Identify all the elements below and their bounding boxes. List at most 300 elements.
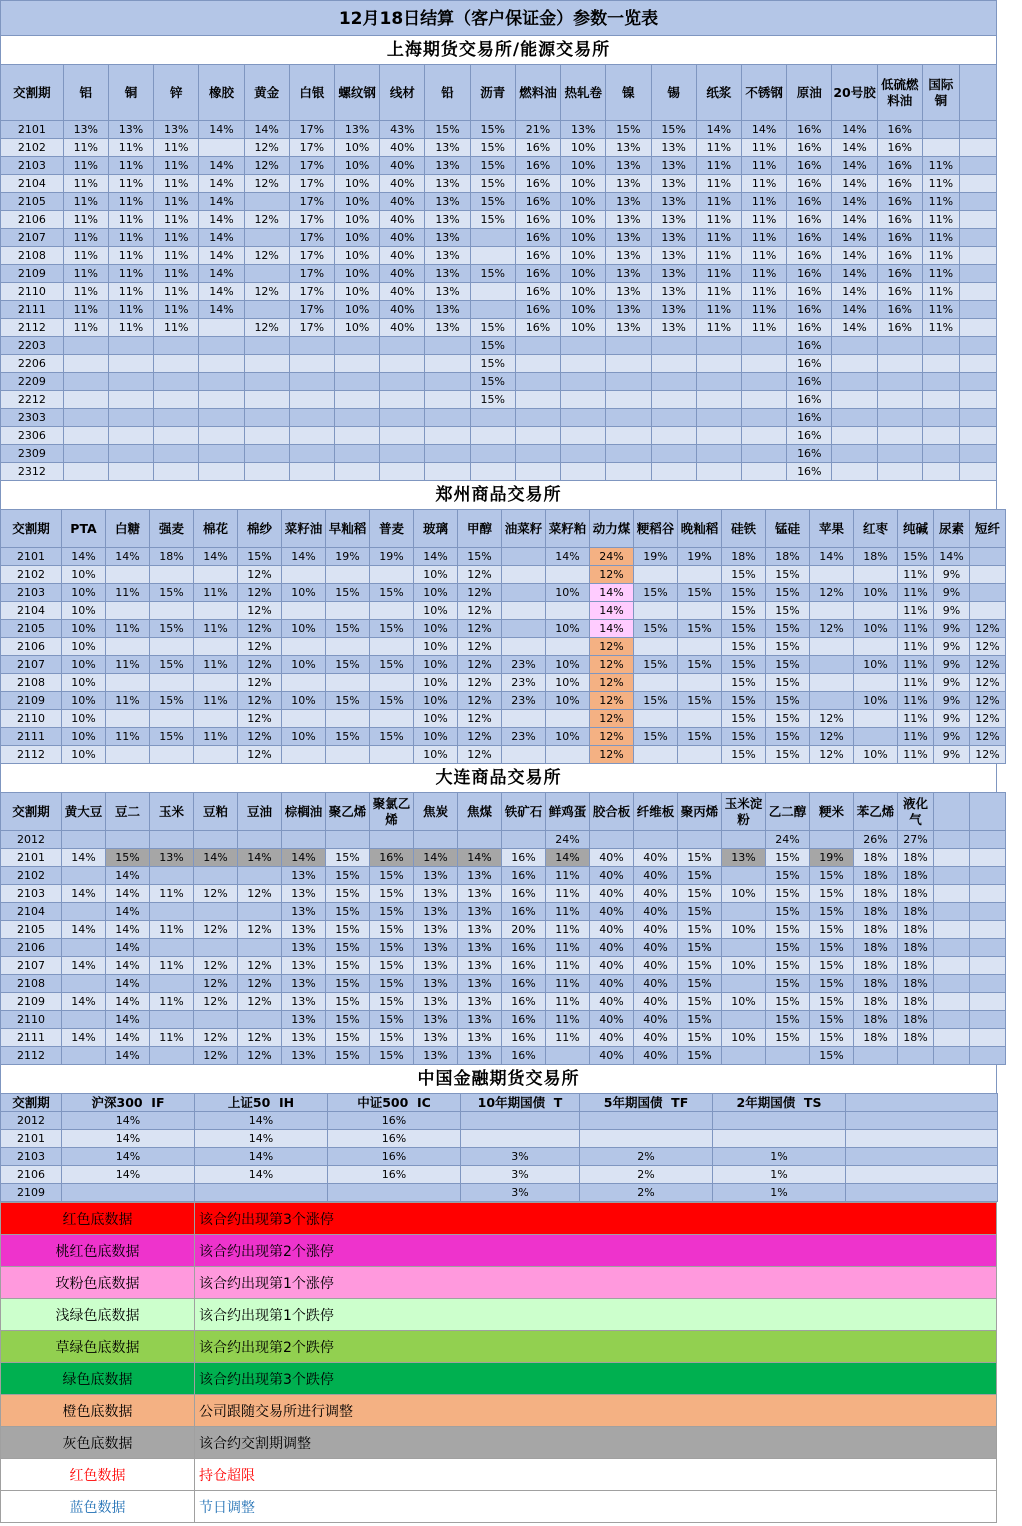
margin-cell: [854, 602, 898, 620]
margin-cell: 12%: [238, 1047, 282, 1065]
margin-cell: [63, 337, 108, 355]
table-row: [1, 247, 997, 265]
margin-cell: 10%: [414, 566, 458, 584]
margin-cell: 9%: [934, 710, 970, 728]
margin-cell: [470, 283, 515, 301]
margin-cell: 11%: [150, 957, 194, 975]
margin-cell: [959, 355, 996, 373]
margin-cell: 10%: [62, 638, 106, 656]
margin-cell: 10%: [335, 157, 380, 175]
margin-cell: 15%: [722, 692, 766, 710]
column-header: 乙二醇: [766, 793, 810, 831]
contract-month-cell: 2102: [1, 566, 62, 584]
legend-color-label: 红色底数据: [1, 1203, 195, 1235]
legend-description: 该合约出现第1个跌停: [195, 1299, 997, 1331]
margin-cell: [546, 746, 590, 764]
margin-cell: 13%: [282, 939, 326, 957]
margin-cell: 11%: [696, 283, 741, 301]
margin-cell: [289, 409, 334, 427]
margin-cell: [425, 391, 470, 409]
margin-cell: [606, 373, 651, 391]
table-row: [1, 548, 1006, 566]
legend-description: 该合约出现第2个涨停: [195, 1235, 997, 1267]
margin-cell: [289, 337, 334, 355]
margin-cell: 19%: [810, 849, 854, 867]
margin-cell: [326, 602, 370, 620]
legend-color-label: 蓝色数据: [1, 1491, 195, 1523]
margin-cell: [970, 1047, 1006, 1065]
margin-cell: 14%: [590, 584, 634, 602]
margin-cell: 14%: [546, 849, 590, 867]
margin-cell: 16%: [328, 1130, 461, 1148]
margin-cell: [515, 355, 560, 373]
margin-cell: 12%: [458, 728, 502, 746]
margin-cell: 14%: [546, 548, 590, 566]
margin-cell: 15%: [470, 337, 515, 355]
margin-cell: 15%: [678, 656, 722, 674]
margin-cell: 15%: [370, 885, 414, 903]
margin-cell: 14%: [832, 157, 877, 175]
margin-cell: [606, 409, 651, 427]
margin-cell: 16%: [877, 139, 922, 157]
margin-cell: 12%: [244, 211, 289, 229]
margin-cell: [634, 710, 678, 728]
margin-cell: 13%: [651, 157, 696, 175]
margin-cell: 15%: [370, 957, 414, 975]
table-row: [1, 301, 997, 319]
margin-cell: [970, 831, 1006, 849]
margin-cell: [244, 301, 289, 319]
margin-cell: [370, 674, 414, 692]
margin-cell: 14%: [810, 548, 854, 566]
margin-cell: [922, 463, 959, 481]
margin-cell: [62, 1184, 195, 1202]
margin-cell: 15%: [766, 1029, 810, 1047]
margin-cell: 13%: [458, 867, 502, 885]
margin-cell: 14%: [832, 319, 877, 337]
margin-cell: 40%: [590, 1029, 634, 1047]
margin-cell: 40%: [380, 247, 425, 265]
margin-cell: 17%: [289, 319, 334, 337]
margin-cell: 10%: [335, 247, 380, 265]
margin-cell: 13%: [63, 121, 108, 139]
margin-cell: 11%: [106, 620, 150, 638]
margin-cell: [561, 373, 606, 391]
margin-cell: [425, 427, 470, 445]
margin-cell: [934, 1029, 970, 1047]
table-row: [1, 566, 1006, 584]
contract-month-cell: 2103: [1, 1148, 62, 1166]
margin-cell: 13%: [414, 975, 458, 993]
margin-cell: 14%: [832, 211, 877, 229]
margin-cell: [970, 903, 1006, 921]
column-header: 聚乙烯: [326, 793, 370, 831]
margin-cell: [470, 229, 515, 247]
margin-cell: [959, 139, 996, 157]
margin-cell: [741, 373, 786, 391]
margin-cell: 10%: [854, 746, 898, 764]
page-title: 12月18日结算（客户保证金）参数一览表: [0, 0, 997, 36]
margin-cell: [199, 319, 244, 337]
margin-cell: [326, 638, 370, 656]
margin-cell: 11%: [898, 656, 934, 674]
margin-cell: 40%: [634, 1047, 678, 1065]
margin-cell: [150, 1047, 194, 1065]
margin-cell: [63, 463, 108, 481]
margin-cell: 13%: [425, 301, 470, 319]
contract-month-cell: 2107: [1, 229, 64, 247]
legend-table: [0, 1202, 997, 1523]
margin-cell: 15%: [326, 656, 370, 674]
margin-cell: [199, 391, 244, 409]
margin-cell: 11%: [154, 175, 199, 193]
margin-cell: 15%: [326, 728, 370, 746]
margin-cell: 13%: [414, 921, 458, 939]
legend-description: 该合约出现第2个跌停: [195, 1331, 997, 1363]
margin-cell: 12%: [238, 728, 282, 746]
margin-cell: 17%: [289, 121, 334, 139]
margin-cell: 11%: [63, 211, 108, 229]
margin-cell: 10%: [722, 921, 766, 939]
margin-cell: 15%: [678, 692, 722, 710]
contract-month-cell: 2108: [1, 674, 62, 692]
margin-cell: 13%: [282, 921, 326, 939]
margin-cell: [502, 602, 546, 620]
margin-cell: 12%: [970, 638, 1006, 656]
margin-cell: 13%: [606, 175, 651, 193]
margin-cell: 11%: [63, 139, 108, 157]
margin-cell: 11%: [108, 283, 153, 301]
margin-cell: 16%: [515, 211, 560, 229]
margin-cell: [934, 957, 970, 975]
margin-cell: 16%: [328, 1166, 461, 1184]
margin-cell: 13%: [414, 957, 458, 975]
margin-cell: 16%: [787, 211, 832, 229]
contract-month-cell: 2203: [1, 337, 64, 355]
margin-cell: 15%: [810, 903, 854, 921]
margin-cell: [590, 831, 634, 849]
margin-cell: 15%: [326, 620, 370, 638]
margin-cell: 15%: [678, 1047, 722, 1065]
margin-cell: 12%: [458, 692, 502, 710]
margin-cell: 15%: [634, 584, 678, 602]
margin-cell: 16%: [877, 247, 922, 265]
margin-cell: 12%: [238, 975, 282, 993]
margin-cell: 17%: [289, 247, 334, 265]
margin-cell: 10%: [546, 692, 590, 710]
margin-cell: 18%: [854, 921, 898, 939]
margin-cell: 10%: [561, 247, 606, 265]
margin-cell: 10%: [722, 1029, 766, 1047]
margin-cell: [244, 463, 289, 481]
margin-cell: 13%: [458, 885, 502, 903]
margin-cell: 17%: [289, 229, 334, 247]
margin-cell: [282, 566, 326, 584]
margin-cell: 16%: [502, 975, 546, 993]
margin-cell: [370, 566, 414, 584]
margin-cell: [106, 831, 150, 849]
margin-cell: [741, 337, 786, 355]
margin-cell: 10%: [722, 993, 766, 1011]
margin-cell: [713, 1130, 846, 1148]
contract-month-cell: 2206: [1, 355, 64, 373]
column-header: [934, 793, 970, 831]
margin-cell: 40%: [634, 1011, 678, 1029]
column-header: 2年期国债 TS: [713, 1094, 846, 1112]
margin-cell: 11%: [150, 921, 194, 939]
margin-cell: 12%: [590, 728, 634, 746]
margin-cell: 15%: [326, 921, 370, 939]
margin-cell: [854, 638, 898, 656]
table-row: [1, 157, 997, 175]
column-header: 沪深300 IF: [62, 1094, 195, 1112]
margin-cell: 13%: [150, 849, 194, 867]
margin-cell: 11%: [154, 301, 199, 319]
margin-cell: 11%: [696, 229, 741, 247]
margin-cell: 13%: [458, 993, 502, 1011]
table-row: [1, 1148, 998, 1166]
margin-cell: 21%: [515, 121, 560, 139]
table-row: [1, 602, 1006, 620]
margin-cell: 10%: [414, 728, 458, 746]
margin-cell: 14%: [199, 301, 244, 319]
margin-cell: [108, 445, 153, 463]
margin-cell: 3%: [461, 1148, 580, 1166]
margin-cell: 11%: [922, 301, 959, 319]
margin-cell: [934, 939, 970, 957]
margin-cell: 11%: [108, 175, 153, 193]
column-header: 豆二: [106, 793, 150, 831]
margin-cell: [154, 391, 199, 409]
column-header: 螺纹钢: [335, 65, 380, 121]
margin-cell: 17%: [289, 175, 334, 193]
margin-cell: [959, 283, 996, 301]
margin-cell: 10%: [414, 710, 458, 728]
margin-cell: 10%: [62, 692, 106, 710]
margin-cell: [335, 337, 380, 355]
margin-cell: [515, 337, 560, 355]
margin-cell: 15%: [766, 728, 810, 746]
margin-cell: 11%: [154, 283, 199, 301]
margin-cell: 12%: [590, 656, 634, 674]
legend-color-label: 红色数据: [1, 1459, 195, 1491]
margin-cell: 13%: [606, 283, 651, 301]
legend-row: [1, 1267, 997, 1299]
column-header: 20号胶: [832, 65, 877, 121]
margin-cell: 18%: [854, 975, 898, 993]
column-header: 硅铁: [722, 510, 766, 548]
margin-cell: 9%: [934, 584, 970, 602]
margin-cell: [678, 566, 722, 584]
margin-cell: [741, 409, 786, 427]
table-row: [1, 427, 997, 445]
margin-cell: 9%: [934, 692, 970, 710]
margin-cell: 11%: [922, 319, 959, 337]
margin-cell: [854, 710, 898, 728]
margin-cell: [108, 355, 153, 373]
contract-month-cell: 2106: [1, 1166, 62, 1184]
column-header: 玉米淀粉: [722, 793, 766, 831]
table-row: [1, 921, 1006, 939]
margin-cell: [199, 139, 244, 157]
margin-cell: 40%: [634, 939, 678, 957]
column-header: 油菜籽: [502, 510, 546, 548]
column-header: 原油: [787, 65, 832, 121]
margin-cell: [810, 638, 854, 656]
margin-cell: 14%: [832, 121, 877, 139]
column-header: 菜籽粕: [546, 510, 590, 548]
margin-cell: 16%: [787, 445, 832, 463]
margin-cell: [651, 373, 696, 391]
margin-cell: 14%: [106, 1047, 150, 1065]
margin-cell: 13%: [425, 139, 470, 157]
margin-cell: 16%: [515, 157, 560, 175]
margin-cell: 18%: [150, 548, 194, 566]
contract-month-cell: 2103: [1, 157, 64, 175]
margin-cell: [515, 445, 560, 463]
margin-cell: 13%: [606, 229, 651, 247]
margin-cell: 12%: [590, 674, 634, 692]
margin-cell: 15%: [470, 355, 515, 373]
margin-cell: 15%: [766, 566, 810, 584]
margin-cell: 40%: [590, 1011, 634, 1029]
margin-cell: 11%: [741, 175, 786, 193]
margin-cell: [606, 445, 651, 463]
margin-cell: 13%: [282, 885, 326, 903]
table-row: [1, 993, 1006, 1011]
margin-cell: [282, 638, 326, 656]
margin-cell: 12%: [238, 993, 282, 1011]
margin-cell: 11%: [546, 957, 590, 975]
margin-cell: 13%: [425, 193, 470, 211]
margin-cell: [741, 427, 786, 445]
margin-cell: 15%: [766, 939, 810, 957]
margin-cell: [326, 831, 370, 849]
column-header: 胶合板: [590, 793, 634, 831]
margin-cell: [922, 355, 959, 373]
margin-cell: [62, 975, 106, 993]
margin-cell: 10%: [62, 710, 106, 728]
margin-cell: 15%: [766, 602, 810, 620]
margin-cell: [934, 1047, 970, 1065]
margin-cell: [934, 849, 970, 867]
margin-cell: [810, 602, 854, 620]
margin-cell: [959, 193, 996, 211]
margin-cell: [244, 373, 289, 391]
contract-month-cell: 2105: [1, 921, 62, 939]
margin-cell: 10%: [335, 229, 380, 247]
margin-cell: 13%: [425, 265, 470, 283]
margin-cell: 13%: [458, 939, 502, 957]
margin-cell: 11%: [63, 301, 108, 319]
margin-cell: 12%: [970, 656, 1006, 674]
margin-cell: 12%: [194, 957, 238, 975]
margin-cell: 16%: [787, 301, 832, 319]
margin-cell: 40%: [380, 211, 425, 229]
margin-cell: 15%: [106, 849, 150, 867]
margin-cell: 14%: [414, 548, 458, 566]
margin-cell: 14%: [194, 548, 238, 566]
margin-cell: [678, 602, 722, 620]
margin-cell: 9%: [934, 656, 970, 674]
margin-cell: [425, 445, 470, 463]
margin-cell: [335, 463, 380, 481]
table-row: [1, 831, 1006, 849]
margin-cell: 14%: [106, 867, 150, 885]
margin-cell: 11%: [108, 211, 153, 229]
margin-cell: [877, 337, 922, 355]
margin-cell: [194, 831, 238, 849]
margin-cell: 15%: [150, 728, 194, 746]
margin-cell: 17%: [289, 139, 334, 157]
margin-cell: [150, 1011, 194, 1029]
margin-cell: [238, 1011, 282, 1029]
margin-cell: 13%: [335, 121, 380, 139]
margin-cell: 11%: [194, 656, 238, 674]
margin-cell: [922, 121, 959, 139]
margin-cell: 11%: [150, 1029, 194, 1047]
margin-cell: 11%: [696, 265, 741, 283]
margin-cell: 13%: [651, 175, 696, 193]
contract-month-cell: 2306: [1, 427, 64, 445]
margin-cell: 15%: [678, 728, 722, 746]
margin-cell: 11%: [741, 157, 786, 175]
margin-cell: 11%: [194, 584, 238, 602]
margin-cell: 10%: [722, 957, 766, 975]
margin-cell: 15%: [766, 620, 810, 638]
margin-cell: 16%: [502, 1011, 546, 1029]
column-header: 上证50 IH: [195, 1094, 328, 1112]
margin-cell: 11%: [546, 1029, 590, 1047]
margin-cell: 11%: [150, 885, 194, 903]
legend-description: 该合约出现第3个跌停: [195, 1363, 997, 1395]
margin-cell: [502, 710, 546, 728]
margin-cell: 40%: [380, 319, 425, 337]
margin-cell: 15%: [370, 993, 414, 1011]
margin-cell: 16%: [502, 867, 546, 885]
column-header: 低硫燃料油: [877, 65, 922, 121]
margin-cell: 11%: [546, 1011, 590, 1029]
margin-cell: [970, 993, 1006, 1011]
margin-cell: 15%: [766, 1011, 810, 1029]
margin-cell: [370, 638, 414, 656]
margin-cell: [832, 445, 877, 463]
margin-cell: [722, 975, 766, 993]
margin-cell: 16%: [515, 247, 560, 265]
margin-cell: [877, 463, 922, 481]
margin-cell: 14%: [62, 1148, 195, 1166]
column-header: 热轧卷: [561, 65, 606, 121]
margin-cell: 14%: [106, 957, 150, 975]
margin-cell: [154, 373, 199, 391]
margin-cell: 12%: [970, 746, 1006, 764]
margin-cell: 13%: [722, 849, 766, 867]
margin-cell: 15%: [370, 975, 414, 993]
margin-cell: [194, 638, 238, 656]
margin-cell: 24%: [766, 831, 810, 849]
margin-cell: 15%: [326, 993, 370, 1011]
header-row: [1, 65, 997, 121]
margin-cell: 1%: [713, 1148, 846, 1166]
column-header: [970, 793, 1006, 831]
margin-cell: 14%: [62, 957, 106, 975]
margin-cell: 15%: [722, 656, 766, 674]
legend-description: 持仓超限: [195, 1459, 997, 1491]
margin-cell: 13%: [651, 211, 696, 229]
margin-cell: 17%: [289, 193, 334, 211]
margin-cell: 16%: [787, 463, 832, 481]
margin-cell: [832, 391, 877, 409]
